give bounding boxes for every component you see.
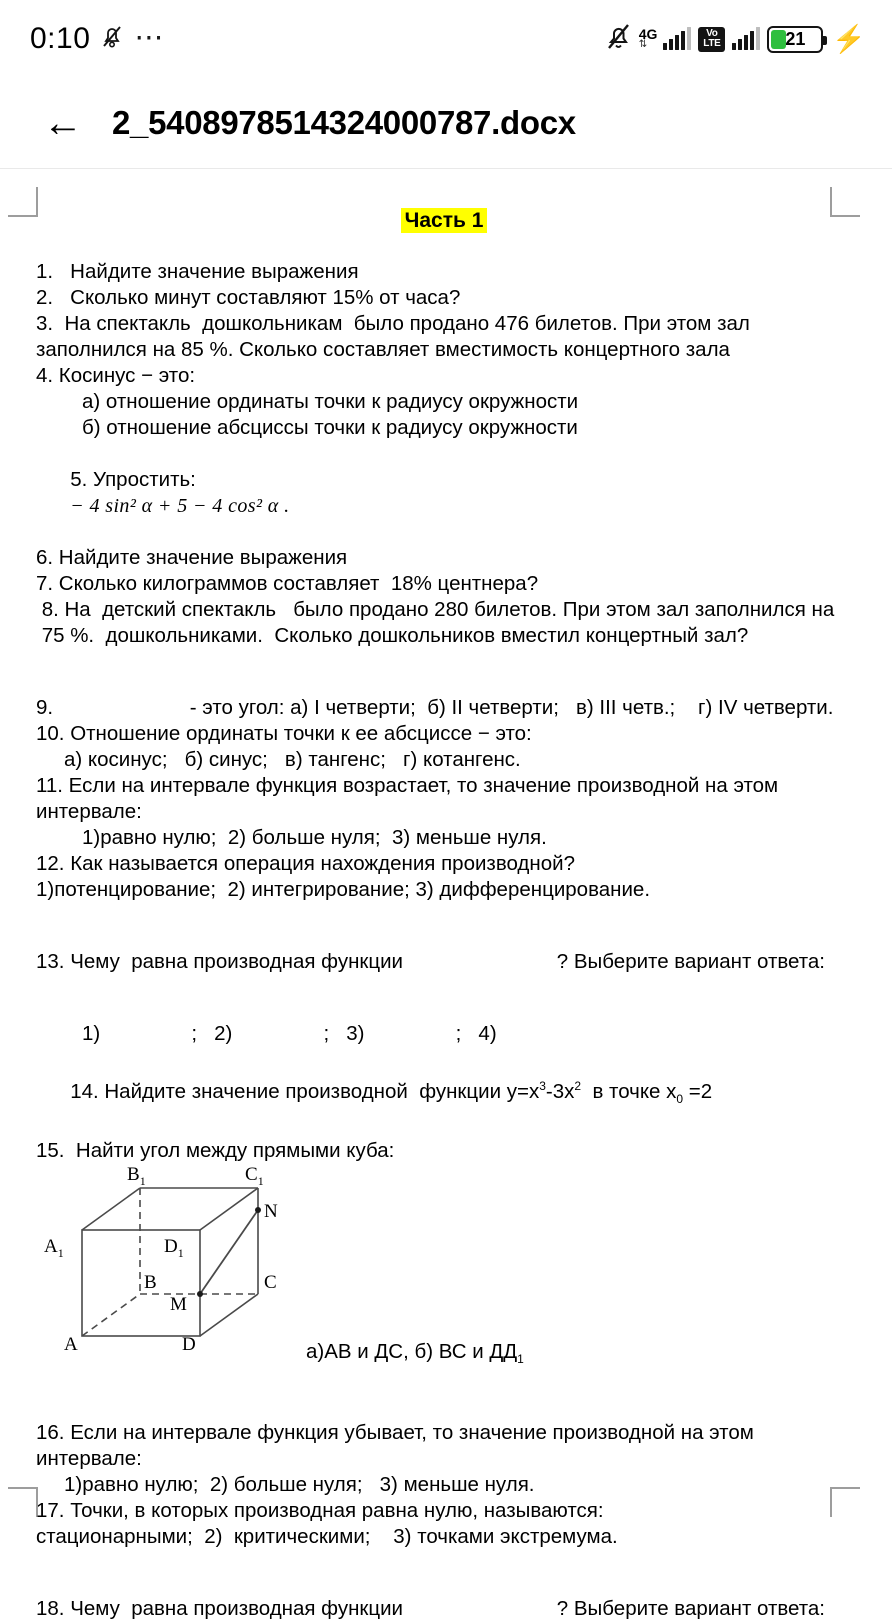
spacer <box>36 233 852 259</box>
crop-mark-top-left <box>8 187 38 217</box>
cube-label-A1: $A_1$ <box>44 1235 64 1260</box>
overflow-dots-icon: ⋯ <box>134 22 166 55</box>
question-14-exponent-3: 3 <box>539 1079 546 1093</box>
status-bar-right <box>606 22 866 57</box>
question-13: 13. Чему равна производная функции ? Выберите вариант ответа: <box>36 950 825 973</box>
charging-bolt-icon: ⚡ <box>832 23 866 54</box>
question-2: 2. Сколько минут составляют 15% от часа? <box>36 286 461 309</box>
signal-icon <box>732 28 760 50</box>
part-heading <box>36 209 852 233</box>
question-15: 15. Найти угол между прямыми куба: <box>36 1138 395 1162</box>
question-5 <box>36 441 852 545</box>
crop-mark-bottom-left <box>8 1487 38 1517</box>
silent-bell-icon <box>102 24 122 55</box>
app-bar <box>0 78 892 168</box>
spacer <box>36 1550 852 1596</box>
part-heading-text: Часть 1 <box>401 208 488 233</box>
4g-signal-icon <box>663 28 691 50</box>
question-7: 7. Сколько килограммов составляет 18% центнера? <box>36 572 539 595</box>
question-13-options: 1) ; 2) ; 3) ; 4) <box>82 1022 497 1045</box>
question-10-options: а) косинус; б) синус; в) тангенс; г) котангенс. <box>64 748 521 771</box>
spacer <box>36 975 852 1021</box>
question-14 <box>36 1047 852 1138</box>
cube-label-C1: $C_1$ <box>245 1163 264 1188</box>
cube-label-M: M <box>170 1293 187 1315</box>
question-14-text: 14. Найдите значение производной функции у=х <box>70 1079 540 1103</box>
cube-label-B: B <box>144 1271 157 1293</box>
cube-label-N: N <box>264 1200 278 1222</box>
question-14-exponent-2: 2 <box>574 1079 582 1093</box>
question-8: 8. На детский спектакль было продано 280 билетов. При этом зал заполнился на <box>36 598 835 621</box>
question-17: 17. Точки, в которых производная равна нулю, называются: <box>36 1498 604 1522</box>
question-14-text-4: =2 <box>683 1079 713 1103</box>
cube-diagram <box>40 1168 300 1373</box>
clock: 0:10 <box>30 22 91 55</box>
question-14-text-2: -3х <box>545 1079 575 1103</box>
spacer <box>36 1374 852 1420</box>
question-5-formula: − 4 sin² α + 5 − 4 cos² α . <box>70 495 290 517</box>
battery-level: 21 <box>785 28 806 49</box>
cube-label-D1: $D_1$ <box>164 1235 184 1260</box>
question-10: 10. Отношение ординаты точки к ее абсциссе − это: <box>36 722 532 745</box>
question-12-options: 1)потенцирование; 2) интегрирование; 3) дифференцирование. <box>36 878 651 901</box>
battery-icon <box>767 26 823 53</box>
document-body <box>36 209 852 1622</box>
question-4-option-b: б) отношение абсциссы точки к радиусу окружности <box>82 416 578 439</box>
volte-icon: Vo LTE <box>698 27 725 52</box>
question-14-subscript-0: 0 <box>676 1091 684 1106</box>
cube-figure <box>36 1164 852 1374</box>
question-12: 12. Как называется операция нахождения производной? <box>36 852 575 875</box>
question-4-option-a: а) отношение ординаты точки к радиусу окружности <box>82 390 579 413</box>
question-4: 4. Косинус − это: <box>36 364 196 387</box>
status-bar <box>0 0 892 78</box>
bell-off-icon <box>606 22 632 57</box>
question-9: 9. - это угол: а) I четверти; б) II четверти; в) III четв.; г) IV четверти. <box>36 696 834 719</box>
question-11-options: 1)равно нулю; 2) больше нуля; 3) меньше нуля. <box>82 826 547 849</box>
question-14-text-3: в точке х <box>581 1079 677 1103</box>
cube-label-C: C <box>264 1271 277 1293</box>
question-16: 16. Если на интервале функция убывает, то значение производной на этом интервале: <box>36 1420 760 1470</box>
question-18: 18. Чему равна производная функции ? Выберите вариант ответа: <box>36 1596 825 1620</box>
question-5-label: 5. Упростить: <box>70 468 196 491</box>
document-page[interactable] <box>0 169 892 1620</box>
question-3: 3. На спектакль дошкольникам было продано 476 билетов. При этом зал заполнился на 85 %. Сколько составляет вместимость концертного зала <box>36 312 756 361</box>
back-button[interactable]: ← <box>43 101 83 145</box>
question-16-options: 1)равно нулю; 2) больше нуля; 3) меньше нуля. <box>64 1472 535 1496</box>
cube-label-A: A <box>64 1333 78 1355</box>
question-17-options: стационарными; 2) критическими; 3) точками экстремума. <box>36 1524 618 1548</box>
question-1: 1. Найдите значение выражения <box>36 260 359 283</box>
cube-label-B1: $B_1$ <box>127 1163 146 1188</box>
question-15-answers: а)АВ и ДС, б) ВС и $ДД_1$ <box>306 1339 524 1367</box>
spacer <box>36 649 852 695</box>
question-8-continued: 75 %. дошкольниками. Сколько дошкольников вместил концертный зал? <box>36 624 749 647</box>
question-6: 6. Найдите значение выражения <box>36 546 348 569</box>
4g-label: 4G ⇅ <box>638 26 658 50</box>
document-title: 2_5408978514324000787.docx <box>112 104 576 141</box>
spacer <box>36 903 852 949</box>
cube-label-D: D <box>182 1333 196 1355</box>
status-bar-left <box>30 24 165 55</box>
question-11: 11. Если на интервале функция возрастает, то значение производной на этом интервале: <box>36 774 784 823</box>
